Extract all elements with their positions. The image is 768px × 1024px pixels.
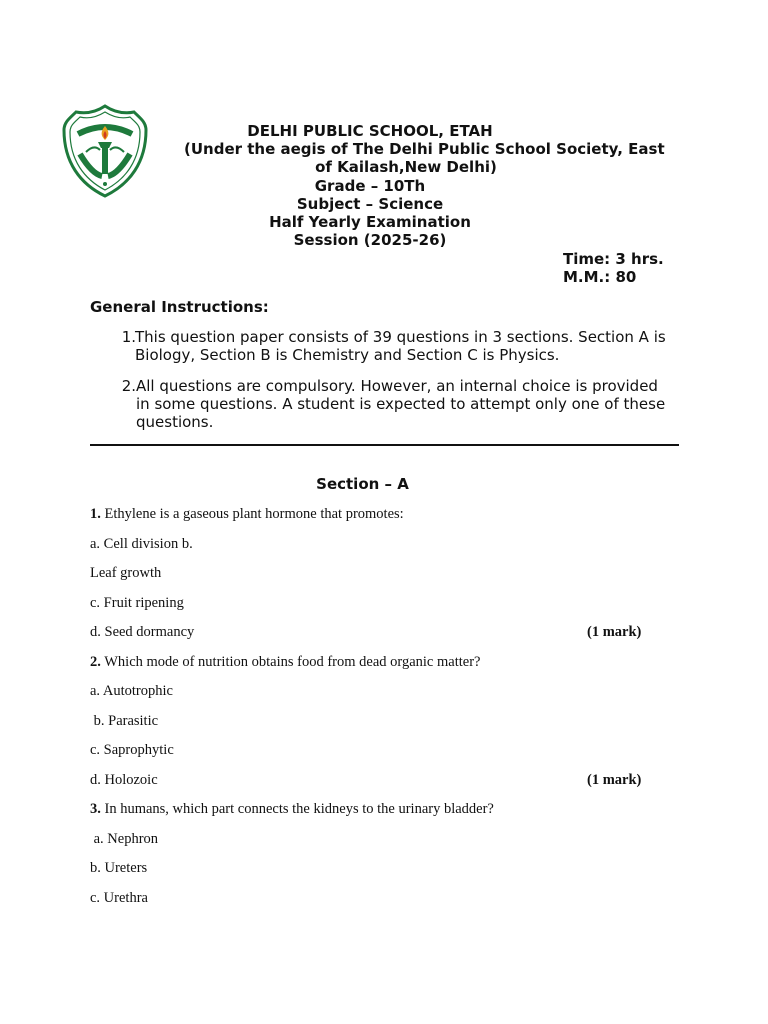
school-logo [62, 104, 148, 198]
time-marks-box [563, 250, 664, 286]
question-1 [90, 506, 404, 523]
q3-option-c: c. Urethra [90, 890, 148, 906]
horizontal-divider [90, 444, 679, 446]
instruction-text: This question paper consists of 39 questions in 3 sections. Section A is Biology, Section B is Chemistry and Section C is Physics. [135, 328, 666, 364]
question-2 [90, 654, 480, 671]
question-number: 3. [90, 801, 101, 817]
q1-option-b: Leaf growth [90, 565, 162, 581]
school-crest-icon [62, 104, 148, 198]
instructions-list [90, 328, 680, 444]
instruction-text: All questions are compulsory. However, an internal choice is provided in some questions. A student is expected to attempt only one of these questions. [136, 377, 666, 431]
q1-mark: (1 mark) [587, 624, 642, 640]
exam-title: Half Yearly Examination [269, 213, 471, 232]
instruction-number: 2. [121, 377, 136, 395]
grade: Grade – 10Th [314, 176, 426, 195]
q2-option-b: b. Parasitic [90, 713, 159, 729]
instruction-item [90, 377, 680, 431]
question-text: Which mode of nutrition obtains food from dead organic matter? [100, 654, 481, 670]
session: Session (2025-26) [293, 231, 447, 250]
question-text: In humans, which part connects the kidneys to the urinary bladder? [100, 801, 494, 817]
aegis-line-2: of Kailash,New Delhi) [315, 158, 497, 177]
q2-mark: (1 mark) [587, 772, 642, 788]
maximum-marks: M.M.: 80 [563, 268, 637, 286]
instructions-title: General Instructions: [90, 298, 269, 316]
question-number: 2. [90, 654, 101, 670]
q2-option-c: c. Saprophytic [90, 742, 174, 758]
time-allowed: Time: 3 hrs. [563, 250, 664, 268]
instruction-item [90, 328, 680, 364]
section-a-title: Section – A [316, 475, 409, 493]
instruction-number: 1. [121, 328, 136, 346]
subject: Subject – Science [296, 194, 444, 213]
school-name: DELHI PUBLIC SCHOOL, ETAH [247, 122, 493, 140]
q3-option-a: a. Nephron [90, 831, 159, 847]
question-3 [90, 801, 494, 818]
exam-header [170, 122, 665, 250]
q1-option-d: d. Seed dormancy [90, 624, 195, 640]
question-text: Ethylene is a gaseous plant hormone that promotes: [100, 506, 404, 522]
q1-option-a: a. Cell division b. [90, 536, 193, 552]
q2-option-d: d. Holozoic [90, 772, 158, 788]
q1-option-c: c. Fruit ripening [90, 595, 184, 611]
question-number: 1. [90, 506, 101, 522]
q3-option-b: b. Ureters [90, 860, 148, 876]
aegis-line-1: (Under the aegis of The Delhi Public School Society, East [184, 140, 665, 159]
q2-option-a: a. Autotrophic [90, 683, 173, 699]
